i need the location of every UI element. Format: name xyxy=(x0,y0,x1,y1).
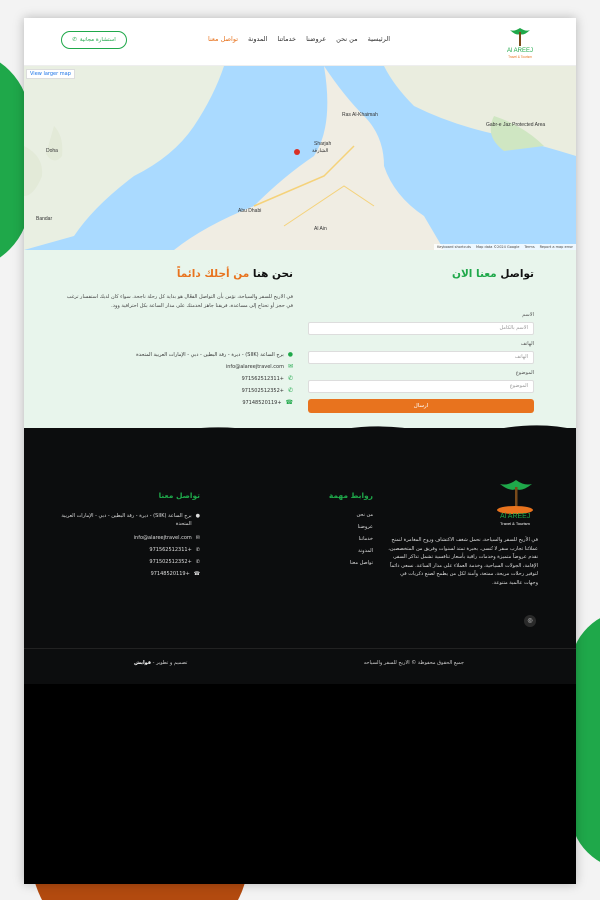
instagram-icon[interactable]: ◎ xyxy=(524,615,536,627)
info-whatsapp-1-text[interactable]: +971562512311 xyxy=(241,375,284,382)
map-label-al-ain: Al Ain xyxy=(314,226,327,232)
whatsapp-icon: ✆ xyxy=(72,37,77,43)
footer-email-text[interactable]: info@alareejtravel.com xyxy=(133,535,192,541)
form-title-prefix: تواصل xyxy=(500,268,534,280)
name-label: الاسم xyxy=(522,312,534,318)
copyright-text: جميع الحقوق محفوظة © الاريج للسفر والسياحه xyxy=(363,660,464,666)
google-map[interactable] xyxy=(24,66,576,250)
whatsapp-icon: ✆ xyxy=(287,387,293,394)
info-title-prefix: نحن هنا xyxy=(252,268,293,280)
phone-icon: ☎ xyxy=(285,399,293,406)
logo-tagline: Travel & Tourism xyxy=(508,55,532,59)
footer-logo-tagline: Travel & Tourism xyxy=(500,521,530,526)
page-frame xyxy=(24,18,576,884)
map-footer-data: Map data ©2024 Google xyxy=(475,245,520,249)
footer-lower xyxy=(24,684,576,884)
nav-item-blog[interactable]: المدونة xyxy=(248,35,268,43)
form-title-highlight: معنا الان xyxy=(451,268,497,280)
map-label-rak: Ras Al-Khaimah xyxy=(342,112,378,118)
design-brand[interactable]: قوايش xyxy=(134,660,152,666)
info-email[interactable] xyxy=(226,363,293,370)
location-icon: ● xyxy=(195,513,200,519)
footer-link-services[interactable]: خدماتنا xyxy=(358,536,373,542)
main-nav xyxy=(208,35,390,43)
footer-phone-text[interactable]: +97148520119 xyxy=(150,571,190,577)
view-larger-map-link[interactable]: View larger map xyxy=(26,69,75,79)
email-icon: ✉ xyxy=(195,535,200,541)
map-label-gabr: Gabr-e Jaz Protected Area xyxy=(486,122,546,128)
footer-link-offers[interactable]: عروضنا xyxy=(357,524,373,530)
whatsapp-icon: ✆ xyxy=(195,547,200,553)
design-credit xyxy=(134,660,187,666)
nav-item-offers[interactable]: عروضنا xyxy=(306,35,327,43)
footer-address-text: برج الساعة (SIIK) - ديرة - رقة البطين - دبي - الإمارات العربية المتحدة xyxy=(61,513,192,527)
free-consultation-button[interactable] xyxy=(61,31,127,49)
footer-link-about[interactable]: من نحن xyxy=(356,512,373,518)
footer-contact-title: تواصل معنا xyxy=(158,491,200,500)
map-label-doha: Doha xyxy=(46,148,58,154)
footer-about: في الأريج للسفر والسياحة، نحمل شغف الاكتشاف وروح المغامرة لنمنح عملائنا تجارب سفر لا تُنسى. بخبرة تمتد لسنوات وفريق من المتخصصين، نقدم عروضاً متميزة وخدمات راقية بأسعار تنافسية تشمل تذاكر السفر، الإقامة، الجولات السياحية، وخدمة العملاء على مدار الساعة. نسعى دائماً لتوفير رحلات مريحة، ممتعة، وآمنة لكل من يطمح لصنع ذكريات في وجهات عالمية متنوعة. xyxy=(388,537,538,586)
location-icon: ● xyxy=(287,351,293,358)
footer-link-blog[interactable]: المدونة xyxy=(358,548,373,554)
site-header xyxy=(24,18,576,66)
map-pin[interactable] xyxy=(294,149,300,155)
info-address xyxy=(136,351,293,358)
map-footer-terms[interactable]: Terms xyxy=(524,245,535,249)
subject-field[interactable]: الموضوع xyxy=(308,380,534,393)
email-icon: ✉ xyxy=(287,363,293,370)
phone-icon: ☎ xyxy=(193,571,200,577)
footer-links-title: روابط مهمة xyxy=(328,491,373,500)
footer-divider xyxy=(24,648,576,649)
footer-logo-name: Al AREEJ xyxy=(500,513,531,520)
info-email-text[interactable]: info@alareejtravel.com xyxy=(225,363,284,370)
footer-whatsapp-2[interactable] xyxy=(60,558,200,566)
map-footer-shortcuts[interactable]: Keyboard shortcuts xyxy=(437,245,471,249)
nav-item-home[interactable]: الرئيسية xyxy=(367,35,390,43)
info-address-text: برج الساعة (SIIK) - ديرة - رقة البطين - دبي - الإمارات العربية المتحدة xyxy=(136,351,284,358)
whatsapp-icon: ✆ xyxy=(195,559,200,565)
footer-whatsapp-1[interactable] xyxy=(60,546,200,554)
info-title xyxy=(177,268,293,280)
info-whatsapp-2-text[interactable]: +971502512352 xyxy=(241,387,284,394)
footer-whatsapp-2-text[interactable]: +971502512352 xyxy=(149,559,192,565)
nav-item-services[interactable]: خدماتنا xyxy=(277,35,297,43)
send-button[interactable]: ارسال xyxy=(308,399,534,413)
subject-label: الموضوع xyxy=(515,370,534,376)
whatsapp-icon: ✆ xyxy=(287,375,293,382)
footer-logo[interactable] xyxy=(492,476,538,528)
logo-name: Al AREEJ xyxy=(506,48,534,54)
map-label-sharjah: Sharjah xyxy=(314,141,332,147)
logo[interactable] xyxy=(504,24,536,62)
map-label-sharjah-ar: الشارقة xyxy=(312,148,329,154)
info-whatsapp-1[interactable] xyxy=(242,375,293,382)
info-paragraph: في الاريج للسفر والسياحة، نؤمن بأن التواصل الفعّال هو بداية كل رحلة ناجحة. سواء كان لديك استفسار ترغب في حجز أو تحتاج إلى مساعدة، فريقنا جاهز لخدمتك على مدار الساعة بكل احترافية وود. xyxy=(66,294,293,309)
map-label-bandar: Bandar xyxy=(36,216,53,222)
nav-item-contact[interactable]: تواصل معنا xyxy=(207,35,239,43)
map-footer-report[interactable]: Report a map error xyxy=(539,245,573,249)
info-whatsapp-2[interactable] xyxy=(242,387,293,394)
footer-phone[interactable] xyxy=(60,570,200,578)
phone-label: الهاتف xyxy=(520,341,534,347)
design-prefix: تصميم و تطوير - xyxy=(152,660,188,666)
footer-address xyxy=(60,512,200,528)
consult-label: استشارة مجانية xyxy=(79,37,116,43)
footer-whatsapp-1-text[interactable]: +971562512311 xyxy=(149,547,192,553)
site-footer xyxy=(24,428,576,884)
info-title-highlight: من أجلك دائماً xyxy=(176,268,250,280)
map-label-abu-dhabi: Abu Dhabi xyxy=(238,208,262,214)
footer-email[interactable] xyxy=(60,534,200,542)
nav-item-about[interactable]: من نحن xyxy=(336,35,358,43)
form-title xyxy=(452,268,534,280)
info-phone[interactable] xyxy=(242,399,293,406)
footer-link-contact[interactable]: تواصل معنا xyxy=(349,560,373,566)
phone-field[interactable]: الهاتف xyxy=(308,351,534,364)
name-field[interactable]: الاسم بالكامل xyxy=(308,322,534,335)
map-land xyxy=(24,66,576,250)
info-phone-text[interactable]: +97148520119 xyxy=(242,399,282,406)
